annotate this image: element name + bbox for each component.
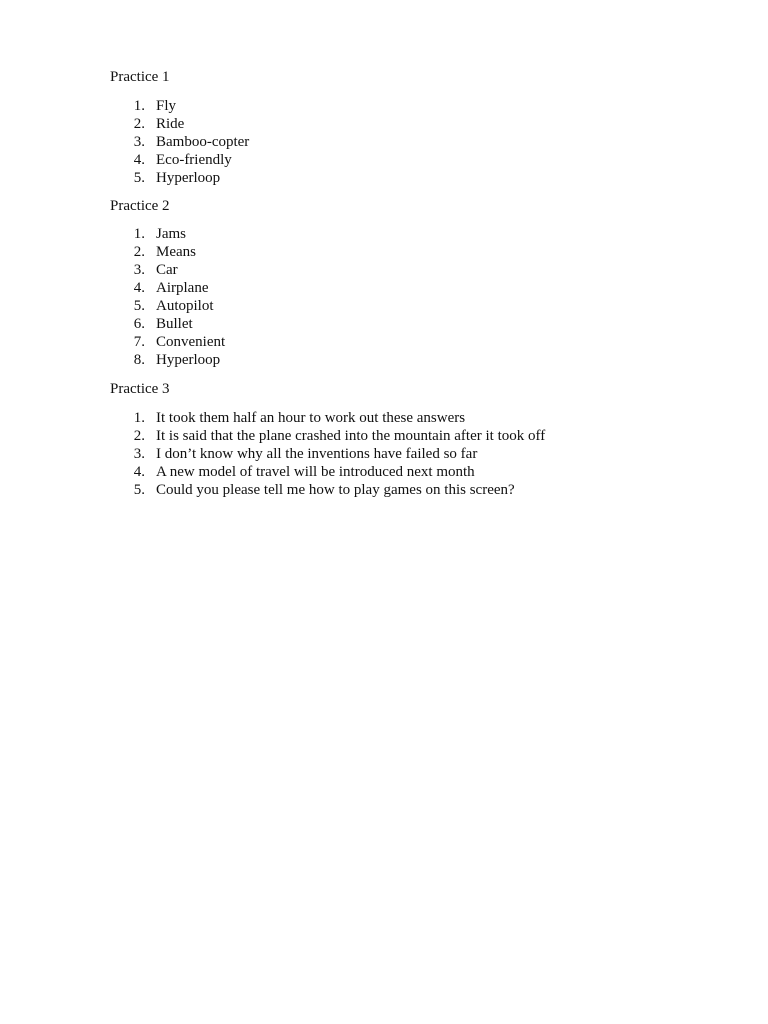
list-item xyxy=(110,481,710,499)
list-item xyxy=(110,151,710,169)
item-number: 7. xyxy=(133,334,145,350)
item-number: 1. xyxy=(133,410,145,426)
list-item xyxy=(110,115,710,133)
practice-2-list xyxy=(110,225,710,369)
item-text: Eco-friendly xyxy=(156,152,232,168)
item-text: It took them half an hour to work out these answers xyxy=(156,410,466,426)
item-text: Means xyxy=(156,244,196,260)
list-item xyxy=(110,133,710,151)
document-body xyxy=(110,68,710,499)
item-text: Airplane xyxy=(156,280,209,296)
item-text: Convenient xyxy=(156,334,226,350)
item-text: Ride xyxy=(156,116,185,132)
list-item xyxy=(110,409,710,427)
item-text: Jams xyxy=(156,226,186,242)
list-item xyxy=(110,279,710,297)
item-number: 5. xyxy=(133,298,145,314)
item-text: Could you please tell me how to play games on this screen? xyxy=(156,482,515,498)
list-item xyxy=(110,445,710,463)
list-item xyxy=(110,243,710,261)
item-text: Hyperloop xyxy=(156,170,221,186)
item-text: I don’t know why all the inventions have failed so far xyxy=(156,446,478,462)
item-number: 3. xyxy=(133,446,145,462)
list-item xyxy=(110,351,710,369)
item-text: Car xyxy=(156,262,178,278)
list-item xyxy=(110,97,710,115)
item-number: 2. xyxy=(133,244,145,260)
section-heading-practice-3: Practice 3 xyxy=(110,381,170,397)
item-text: Bullet xyxy=(156,316,193,332)
list-item xyxy=(110,463,710,481)
item-number: 4. xyxy=(133,464,145,480)
item-number: 3. xyxy=(133,134,145,150)
list-item xyxy=(110,427,710,445)
item-number: 8. xyxy=(133,352,145,368)
item-text: A new model of travel will be introduced next month xyxy=(156,464,475,480)
list-item xyxy=(110,261,710,279)
item-text: It is said that the plane crashed into the mountain after it took off xyxy=(156,428,546,444)
item-number: 2. xyxy=(133,428,145,444)
list-item xyxy=(110,169,710,187)
list-item xyxy=(110,315,710,333)
item-number: 6. xyxy=(133,316,145,332)
item-text: Bamboo-copter xyxy=(156,134,250,150)
list-item xyxy=(110,333,710,351)
item-number: 3. xyxy=(133,262,145,278)
practice-3-list xyxy=(110,409,710,499)
item-number: 4. xyxy=(133,152,145,168)
item-number: 5. xyxy=(133,482,145,498)
item-text: Autopilot xyxy=(156,298,214,314)
section-heading-practice-1: Practice 1 xyxy=(110,69,170,85)
item-number: 4. xyxy=(133,280,145,296)
item-number: 1. xyxy=(133,226,145,242)
item-text: Fly xyxy=(156,98,177,114)
item-number: 2. xyxy=(133,116,145,132)
list-item xyxy=(110,297,710,315)
item-number: 1. xyxy=(133,98,145,114)
item-text: Hyperloop xyxy=(156,352,221,368)
item-number: 5. xyxy=(133,170,145,186)
list-item xyxy=(110,225,710,243)
section-heading-practice-2: Practice 2 xyxy=(110,198,170,214)
practice-1-list xyxy=(110,97,710,187)
